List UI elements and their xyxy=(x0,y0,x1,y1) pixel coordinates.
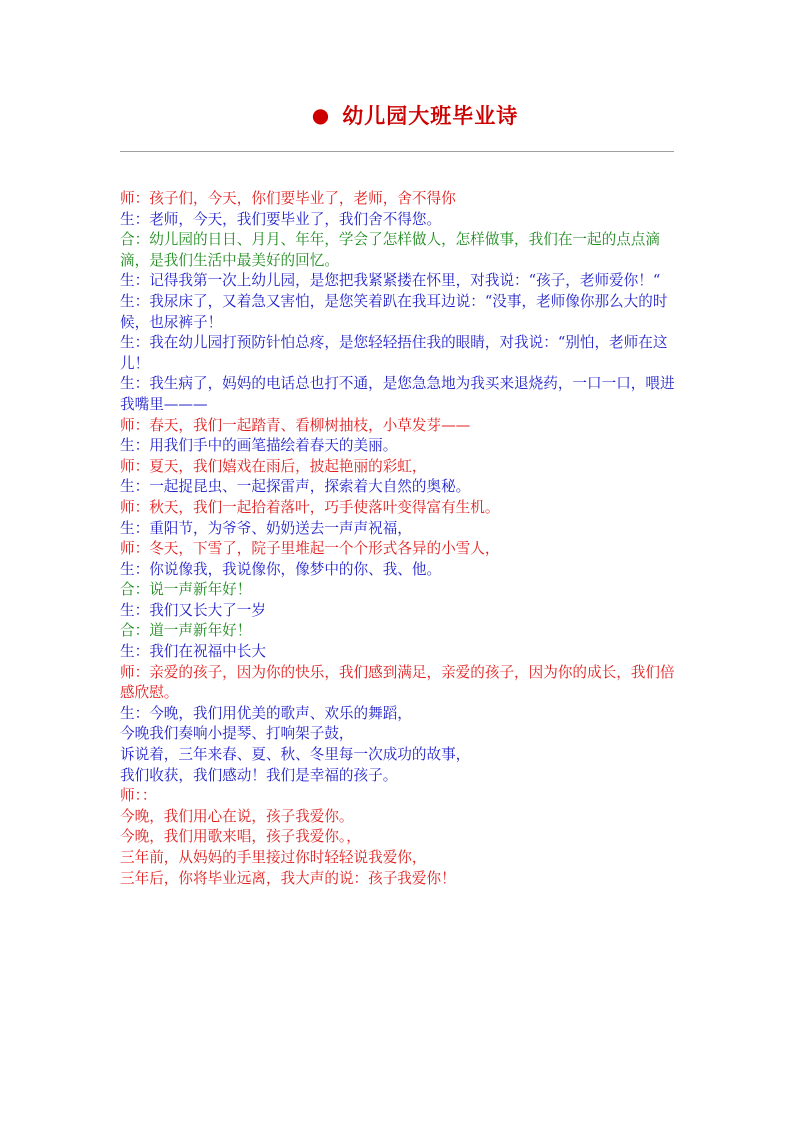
poem-line: 三年后，你将毕业远离，我大声的说：孩子我爱你！ xyxy=(120,869,456,887)
title-block xyxy=(120,100,674,130)
poem-line: 师：秋天，我们一起拾着落叶，巧手使落叶变得富有生机。 xyxy=(120,498,500,516)
poem-line: 生：我们在祝福中长大 xyxy=(120,643,266,661)
poem-line: 合：幼儿园的日日、月月、年年，学会了怎样做人，怎样做事，我们在一起的点点滴滴，是我们生活中最美好的回忆。 xyxy=(120,231,660,269)
poem-line: 生：我在幼儿园打预防针怕总疼，是您轻轻捂住我的眼睛，对我说：“别怕，老师在这儿！ xyxy=(120,334,668,372)
poem-line: 师：亲爱的孩子，因为你的快乐，我们感到满足，亲爱的孩子，因为你的成长，我们倍感欣慰。 xyxy=(120,663,675,702)
title-divider xyxy=(120,151,674,152)
poem-line: 生：记得我第一次上幼儿园，是您把我紧紧搂在怀里，对我说：“孩子，老师爱你！“ xyxy=(120,272,661,290)
poem-line: 师：夏天，我们嬉戏在雨后，披起艳丽的彩虹， xyxy=(120,457,427,475)
poem-line: 生：一起捉昆虫、一起探雷声，探索着大自然的奥秘。 xyxy=(120,478,471,496)
poem-line: 合：道一声新年好！ xyxy=(120,622,252,640)
poem-line: 今晚，我们用心在说，孩子我爱你。 xyxy=(120,807,354,825)
poem-line: 师：春天，我们一起踏青、看柳树抽枝，小草发芽—— xyxy=(120,416,471,434)
poem-line: 今晚我们奏响小提琴、打响架子鼓， xyxy=(120,725,354,743)
poem-line: 生：今晚，我们用优美的歌声、欢乐的舞蹈， xyxy=(120,704,412,722)
poem-line: 生：我们又长大了一岁 xyxy=(120,601,266,619)
poem-line: 诉说着，三年来春、夏、秋、冬里每一次成功的故事， xyxy=(120,746,471,764)
poem-line: 师：： xyxy=(120,787,157,805)
poem-line: 生：我尿床了，又着急又害怕，是您笑着趴在我耳边说：“没事，老师像你那么大的时候，也尿裤子！ xyxy=(120,292,668,331)
poem-line: 生：我生病了，妈妈的电话总也打不通，是您急急地为我买来退烧药，一口一口，喂进我嘴里——— xyxy=(120,375,675,413)
poem-line: 生：重阳节，为爷爷、奶奶送去一声声祝福， xyxy=(120,519,412,537)
poem-line: 我们收获，我们感动！我们是幸福的孩子。 xyxy=(120,766,398,784)
page-title-text: 幼儿园大班毕业诗 xyxy=(342,103,519,128)
poem-line: 生：你说像我，我说像你，像梦中的你、我、他。 xyxy=(120,560,442,578)
bullet-icon: ● xyxy=(311,103,331,127)
poem-body xyxy=(120,189,676,889)
poem-line: 今晚，我们用歌来唱，孩子我爱你。， xyxy=(120,828,361,846)
poem-line: 生：用我们手中的画笔描绘着春天的美丽。 xyxy=(120,437,398,455)
poem-line: 三年前，从妈妈的手里接过你时轻轻说我爱你， xyxy=(120,849,427,866)
page-title xyxy=(276,100,518,130)
poem-line: 师：冬天，下雪了，院子里堆起一个个形式各异的小雪人， xyxy=(120,540,500,558)
poem-line: 生：老师，今天，我们要毕业了，我们舍不得您。 xyxy=(120,210,442,228)
poem-line: 师：孩子们，今天，你们要毕业了，老师，舍不得你 xyxy=(120,190,456,207)
poem-line: 合：说一声新年好！ xyxy=(120,581,252,599)
